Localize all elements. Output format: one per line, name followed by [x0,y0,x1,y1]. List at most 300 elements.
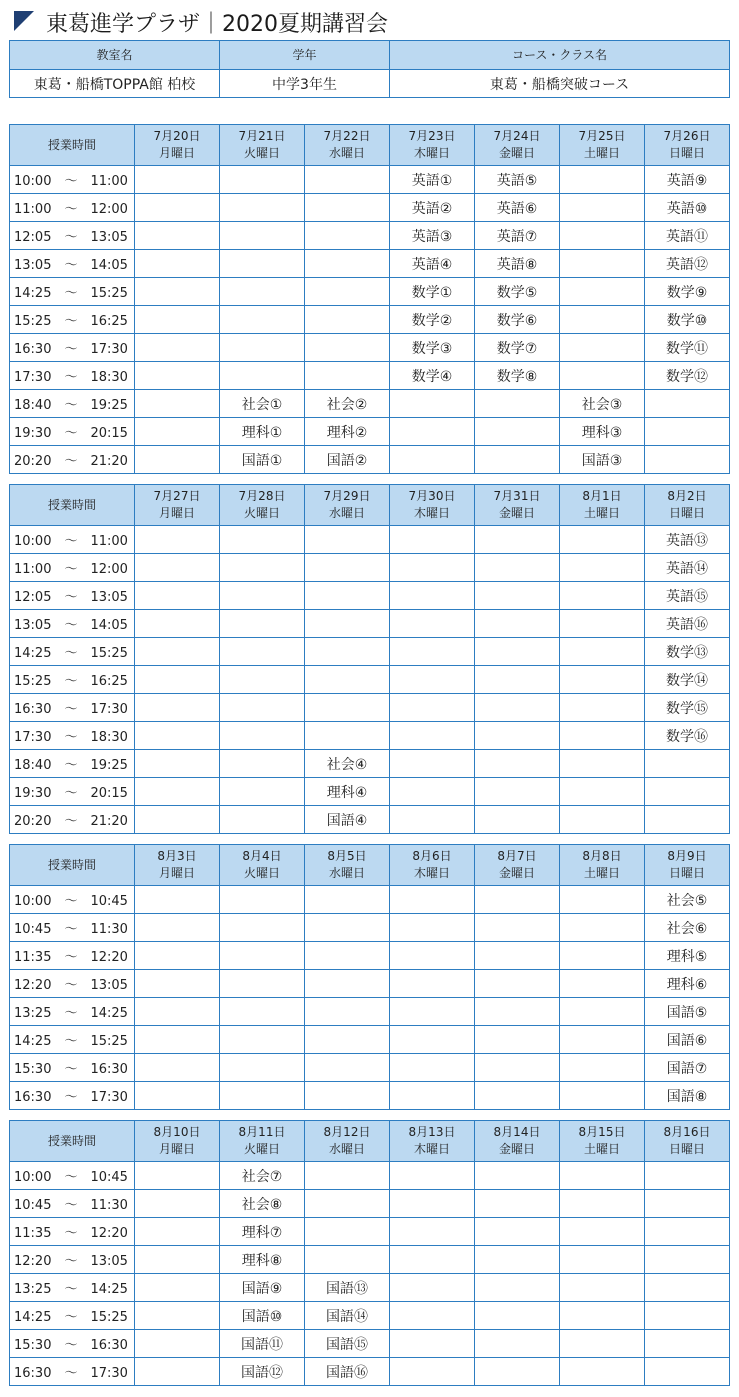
date-label: 7月29日 [323,489,371,503]
lesson-cell [390,554,475,582]
lesson-cell [305,886,390,914]
day-header [135,1121,220,1162]
lesson-cell [220,886,305,914]
day-header [390,845,475,886]
lesson-cell: 国語⑧ [645,1082,730,1110]
lesson-cell [560,666,645,694]
lesson-cell [135,1246,220,1274]
lesson-cell: 数学⑫ [645,362,730,390]
lesson-cell [135,390,220,418]
lesson-cell [135,998,220,1026]
lesson-cell: 国語⑮ [305,1330,390,1358]
lesson-cell: 国語⑤ [645,998,730,1026]
lesson-cell [390,1330,475,1358]
table-row [10,1082,730,1110]
lesson-cell [560,250,645,278]
lesson-cell [135,222,220,250]
lesson-cell [560,1054,645,1082]
lesson-cell [135,334,220,362]
date-label: 7月24日 [493,129,541,143]
time-slot: 17:30 ～ 18:30 [10,722,135,750]
classroom-header: 教室名 [10,41,220,70]
date-label: 8月10日 [153,1125,201,1139]
lesson-cell [560,1162,645,1190]
lesson-cell [220,526,305,554]
lesson-cell: 社会④ [305,750,390,778]
table-row [10,278,730,306]
lesson-cell [645,1358,730,1386]
lesson-cell [220,222,305,250]
lesson-cell [220,750,305,778]
lesson-cell [135,166,220,194]
lesson-cell [305,1082,390,1110]
time-slot: 20:20 ～ 21:20 [10,806,135,834]
lesson-cell: 数学⑭ [645,666,730,694]
lesson-cell [475,1274,560,1302]
time-slot: 13:05 ～ 14:05 [10,250,135,278]
date-label: 8月2日 [667,489,707,503]
weekday-label: 金曜日 [498,506,535,520]
lesson-cell [135,638,220,666]
lesson-cell [475,418,560,446]
lesson-cell [135,722,220,750]
lesson-cell [220,334,305,362]
lesson-cell [560,526,645,554]
lesson-cell [220,638,305,666]
lesson-cell [645,1246,730,1274]
day-header [645,125,730,166]
lesson-cell [305,582,390,610]
table-row [10,418,730,446]
lesson-cell [560,1358,645,1386]
time-slot: 11:00 ～ 12:00 [10,554,135,582]
lesson-cell [135,446,220,474]
lesson-cell [475,1302,560,1330]
lesson-cell [220,942,305,970]
time-slot: 15:30 ～ 16:30 [10,1054,135,1082]
lesson-cell [390,526,475,554]
lesson-cell [475,806,560,834]
lesson-cell: 国語⑪ [220,1330,305,1358]
day-header [220,485,305,526]
lesson-cell [305,1218,390,1246]
weekday-label: 月曜日 [158,506,195,520]
lesson-cell: 数学⑮ [645,694,730,722]
lesson-cell: 英語⑧ [475,250,560,278]
lesson-cell [135,250,220,278]
course-header: コース・クラス名 [390,41,730,70]
lesson-cell [305,666,390,694]
lesson-cell [390,1162,475,1190]
lesson-cell: 英語② [390,194,475,222]
weekday-label: 月曜日 [158,146,195,160]
time-slot: 16:30 ～ 17:30 [10,1082,135,1110]
lesson-cell [645,418,730,446]
lesson-cell: 国語③ [560,446,645,474]
weekday-label: 木曜日 [413,1142,450,1156]
time-slot: 12:05 ～ 13:05 [10,222,135,250]
table-row [10,970,730,998]
lesson-cell [560,610,645,638]
lesson-cell: 英語⑩ [645,194,730,222]
lesson-cell [560,1302,645,1330]
lesson-cell [645,806,730,834]
weekday-label: 火曜日 [243,146,280,160]
table-row [10,1302,730,1330]
lesson-cell [390,998,475,1026]
lesson-cell [220,582,305,610]
lesson-cell [560,1330,645,1358]
time-slot: 20:20 ～ 21:20 [10,446,135,474]
time-slot: 10:45 ～ 11:30 [10,914,135,942]
table-row [10,446,730,474]
day-header [305,125,390,166]
course-info-header-row [10,41,730,70]
lesson-cell [135,694,220,722]
day-header [475,845,560,886]
schedule-table-week-4 [9,1120,730,1386]
lesson-cell [305,166,390,194]
lesson-cell: 社会⑦ [220,1162,305,1190]
lesson-cell [220,166,305,194]
class-time-header: 授業時間 [10,1121,135,1162]
lesson-cell [135,526,220,554]
day-header [475,1121,560,1162]
lesson-cell: 社会⑤ [645,886,730,914]
lesson-cell: 社会⑧ [220,1190,305,1218]
day-header [560,845,645,886]
lesson-cell [390,778,475,806]
lesson-cell [220,998,305,1026]
lesson-cell [135,666,220,694]
day-header [390,485,475,526]
day-header [390,125,475,166]
lesson-cell [390,1026,475,1054]
lesson-cell: 英語⑦ [475,222,560,250]
lesson-cell [305,278,390,306]
weekday-label: 月曜日 [158,866,195,880]
lesson-cell [220,362,305,390]
lesson-cell [390,1246,475,1274]
date-label: 7月23日 [408,129,456,143]
lesson-cell [645,446,730,474]
table-row [10,1218,730,1246]
lesson-cell [560,806,645,834]
lesson-cell [305,1246,390,1274]
lesson-cell [475,610,560,638]
lesson-cell: 理科① [220,418,305,446]
table-row [10,694,730,722]
lesson-cell [135,582,220,610]
grade-value: 中学3年生 [220,70,390,98]
lesson-cell [560,1026,645,1054]
date-label: 8月8日 [582,849,622,863]
lesson-cell [475,694,560,722]
date-label: 7月22日 [323,129,371,143]
lesson-cell [135,914,220,942]
day-header [220,125,305,166]
lesson-cell [560,166,645,194]
lesson-cell [645,1162,730,1190]
lesson-cell: 理科⑥ [645,970,730,998]
lesson-cell [135,970,220,998]
lesson-cell [390,1274,475,1302]
lesson-cell [645,750,730,778]
lesson-cell [390,806,475,834]
class-time-header: 授業時間 [10,845,135,886]
lesson-cell [220,778,305,806]
lesson-cell [305,1162,390,1190]
day-header [475,125,560,166]
lesson-cell [220,970,305,998]
schedule-header-row [10,125,730,166]
lesson-cell [390,1218,475,1246]
lesson-cell [645,1218,730,1246]
page-header [8,6,728,36]
lesson-cell [390,666,475,694]
table-row [10,166,730,194]
lesson-cell: 社会③ [560,390,645,418]
weekday-label: 木曜日 [413,506,450,520]
time-slot: 10:00 ～ 10:45 [10,1162,135,1190]
lesson-cell: 英語⑮ [645,582,730,610]
lesson-cell [390,1302,475,1330]
lesson-cell [135,306,220,334]
day-header [135,125,220,166]
date-label: 8月4日 [242,849,282,863]
time-slot: 15:30 ～ 16:30 [10,1330,135,1358]
lesson-cell [475,446,560,474]
lesson-cell [135,1274,220,1302]
day-header [220,1121,305,1162]
day-header [645,1121,730,1162]
weekday-label: 水曜日 [328,146,365,160]
table-row [10,998,730,1026]
lesson-cell [475,778,560,806]
lesson-cell: 社会② [305,390,390,418]
course-value: 東葛・船橋突破コース [390,70,730,98]
lesson-cell: 国語⑨ [220,1274,305,1302]
lesson-cell: 英語⑬ [645,526,730,554]
time-slot: 12:05 ～ 13:05 [10,582,135,610]
day-header [305,845,390,886]
weekday-label: 火曜日 [243,506,280,520]
date-label: 8月15日 [578,1125,626,1139]
time-slot: 16:30 ～ 17:30 [10,334,135,362]
lesson-cell: 数学⑧ [475,362,560,390]
lesson-cell: 数学⑬ [645,638,730,666]
page-title: 東葛進学プラザ｜2020夏期講習会 [46,12,388,37]
time-slot: 16:30 ～ 17:30 [10,694,135,722]
lesson-cell [390,942,475,970]
lesson-cell: 数学⑦ [475,334,560,362]
table-row [10,914,730,942]
lesson-cell: 英語① [390,166,475,194]
lesson-cell: 国語⑩ [220,1302,305,1330]
class-time-header: 授業時間 [10,125,135,166]
lesson-cell [475,526,560,554]
date-label: 7月21日 [238,129,286,143]
date-label: 8月13日 [408,1125,456,1139]
table-row [10,610,730,638]
lesson-cell: 英語⑯ [645,610,730,638]
lesson-cell: 英語⑨ [645,166,730,194]
lesson-cell [305,722,390,750]
day-header [560,125,645,166]
weekday-label: 水曜日 [328,506,365,520]
table-row [10,362,730,390]
lesson-cell [560,194,645,222]
schedule-table-week-1 [9,124,730,474]
lesson-cell: 国語⑭ [305,1302,390,1330]
lesson-cell: 理科④ [305,778,390,806]
table-row [10,1190,730,1218]
lesson-cell [475,1190,560,1218]
lesson-cell [305,914,390,942]
lesson-cell [135,1190,220,1218]
weekday-label: 月曜日 [158,1142,195,1156]
lesson-cell [390,914,475,942]
time-slot: 10:00 ～ 10:45 [10,886,135,914]
lesson-cell [305,942,390,970]
time-slot: 17:30 ～ 18:30 [10,362,135,390]
lesson-cell [560,886,645,914]
lesson-cell [390,390,475,418]
lesson-cell [305,998,390,1026]
lesson-cell [560,722,645,750]
lesson-cell: 英語⑥ [475,194,560,222]
date-label: 7月27日 [153,489,201,503]
time-slot: 14:25 ～ 15:25 [10,1026,135,1054]
weekday-label: 日曜日 [668,146,705,160]
date-label: 8月9日 [667,849,707,863]
lesson-cell [305,1054,390,1082]
lesson-cell [135,1330,220,1358]
lesson-cell: 理科③ [560,418,645,446]
lesson-cell: 理科② [305,418,390,446]
lesson-cell [135,1082,220,1110]
lesson-cell [135,806,220,834]
time-slot: 11:35 ～ 12:20 [10,942,135,970]
day-header [560,1121,645,1162]
lesson-cell: 英語④ [390,250,475,278]
time-slot: 10:00 ～ 11:00 [10,526,135,554]
time-slot: 12:20 ～ 13:05 [10,970,135,998]
lesson-cell [475,970,560,998]
lesson-cell [475,1026,560,1054]
lesson-cell [220,914,305,942]
time-slot: 13:25 ～ 14:25 [10,998,135,1026]
lesson-cell [220,194,305,222]
lesson-cell [560,278,645,306]
time-slot: 15:25 ～ 16:25 [10,306,135,334]
lesson-cell [390,694,475,722]
lesson-cell [305,194,390,222]
lesson-cell [390,1190,475,1218]
table-row [10,222,730,250]
time-slot: 18:40 ～ 19:25 [10,390,135,418]
time-slot: 11:35 ～ 12:20 [10,1218,135,1246]
course-info-table [9,40,730,98]
lesson-cell [560,638,645,666]
lesson-cell [475,1218,560,1246]
lesson-cell [135,942,220,970]
lesson-cell: 理科⑤ [645,942,730,970]
lesson-cell [560,582,645,610]
date-label: 8月1日 [582,489,622,503]
day-header [390,1121,475,1162]
lesson-cell [475,750,560,778]
time-slot: 13:05 ～ 14:05 [10,610,135,638]
lesson-cell [645,390,730,418]
day-header [305,1121,390,1162]
lesson-cell: 英語⑪ [645,222,730,250]
lesson-cell: 国語⑫ [220,1358,305,1386]
table-row [10,582,730,610]
lesson-cell [220,1082,305,1110]
time-slot: 14:25 ～ 15:25 [10,638,135,666]
lesson-cell [560,942,645,970]
lesson-cell [305,526,390,554]
date-label: 8月5日 [327,849,367,863]
lesson-cell [135,418,220,446]
lesson-cell: 英語③ [390,222,475,250]
lesson-cell: 国語② [305,446,390,474]
lesson-cell [560,306,645,334]
lesson-cell [475,554,560,582]
lesson-cell: 数学② [390,306,475,334]
lesson-cell [220,1054,305,1082]
lesson-cell [135,1054,220,1082]
weekday-label: 木曜日 [413,866,450,880]
lesson-cell [305,970,390,998]
table-row [10,334,730,362]
table-row [10,942,730,970]
lesson-cell [475,1162,560,1190]
schedule-header-row [10,485,730,526]
schedule-header-row [10,845,730,886]
schedule-header-row [10,1121,730,1162]
lesson-cell [475,638,560,666]
time-slot: 14:25 ～ 15:25 [10,1302,135,1330]
lesson-cell [475,1246,560,1274]
grade-header: 学年 [220,41,390,70]
time-slot: 18:40 ～ 19:25 [10,750,135,778]
lesson-cell [135,554,220,582]
lesson-cell [305,306,390,334]
lesson-cell [220,694,305,722]
weekday-label: 金曜日 [498,866,535,880]
date-label: 8月14日 [493,1125,541,1139]
lesson-cell [645,1302,730,1330]
weekday-label: 土曜日 [583,866,620,880]
table-row [10,306,730,334]
table-row [10,526,730,554]
lesson-cell: 数学③ [390,334,475,362]
lesson-cell [560,1082,645,1110]
table-row [10,554,730,582]
lesson-cell [220,278,305,306]
lesson-cell [305,222,390,250]
lesson-cell: 理科⑧ [220,1246,305,1274]
lesson-cell [220,306,305,334]
date-label: 8月7日 [497,849,537,863]
time-slot: 15:25 ～ 16:25 [10,666,135,694]
lesson-cell [560,222,645,250]
lesson-cell [305,1026,390,1054]
lesson-cell [475,942,560,970]
lesson-cell: 数学④ [390,362,475,390]
